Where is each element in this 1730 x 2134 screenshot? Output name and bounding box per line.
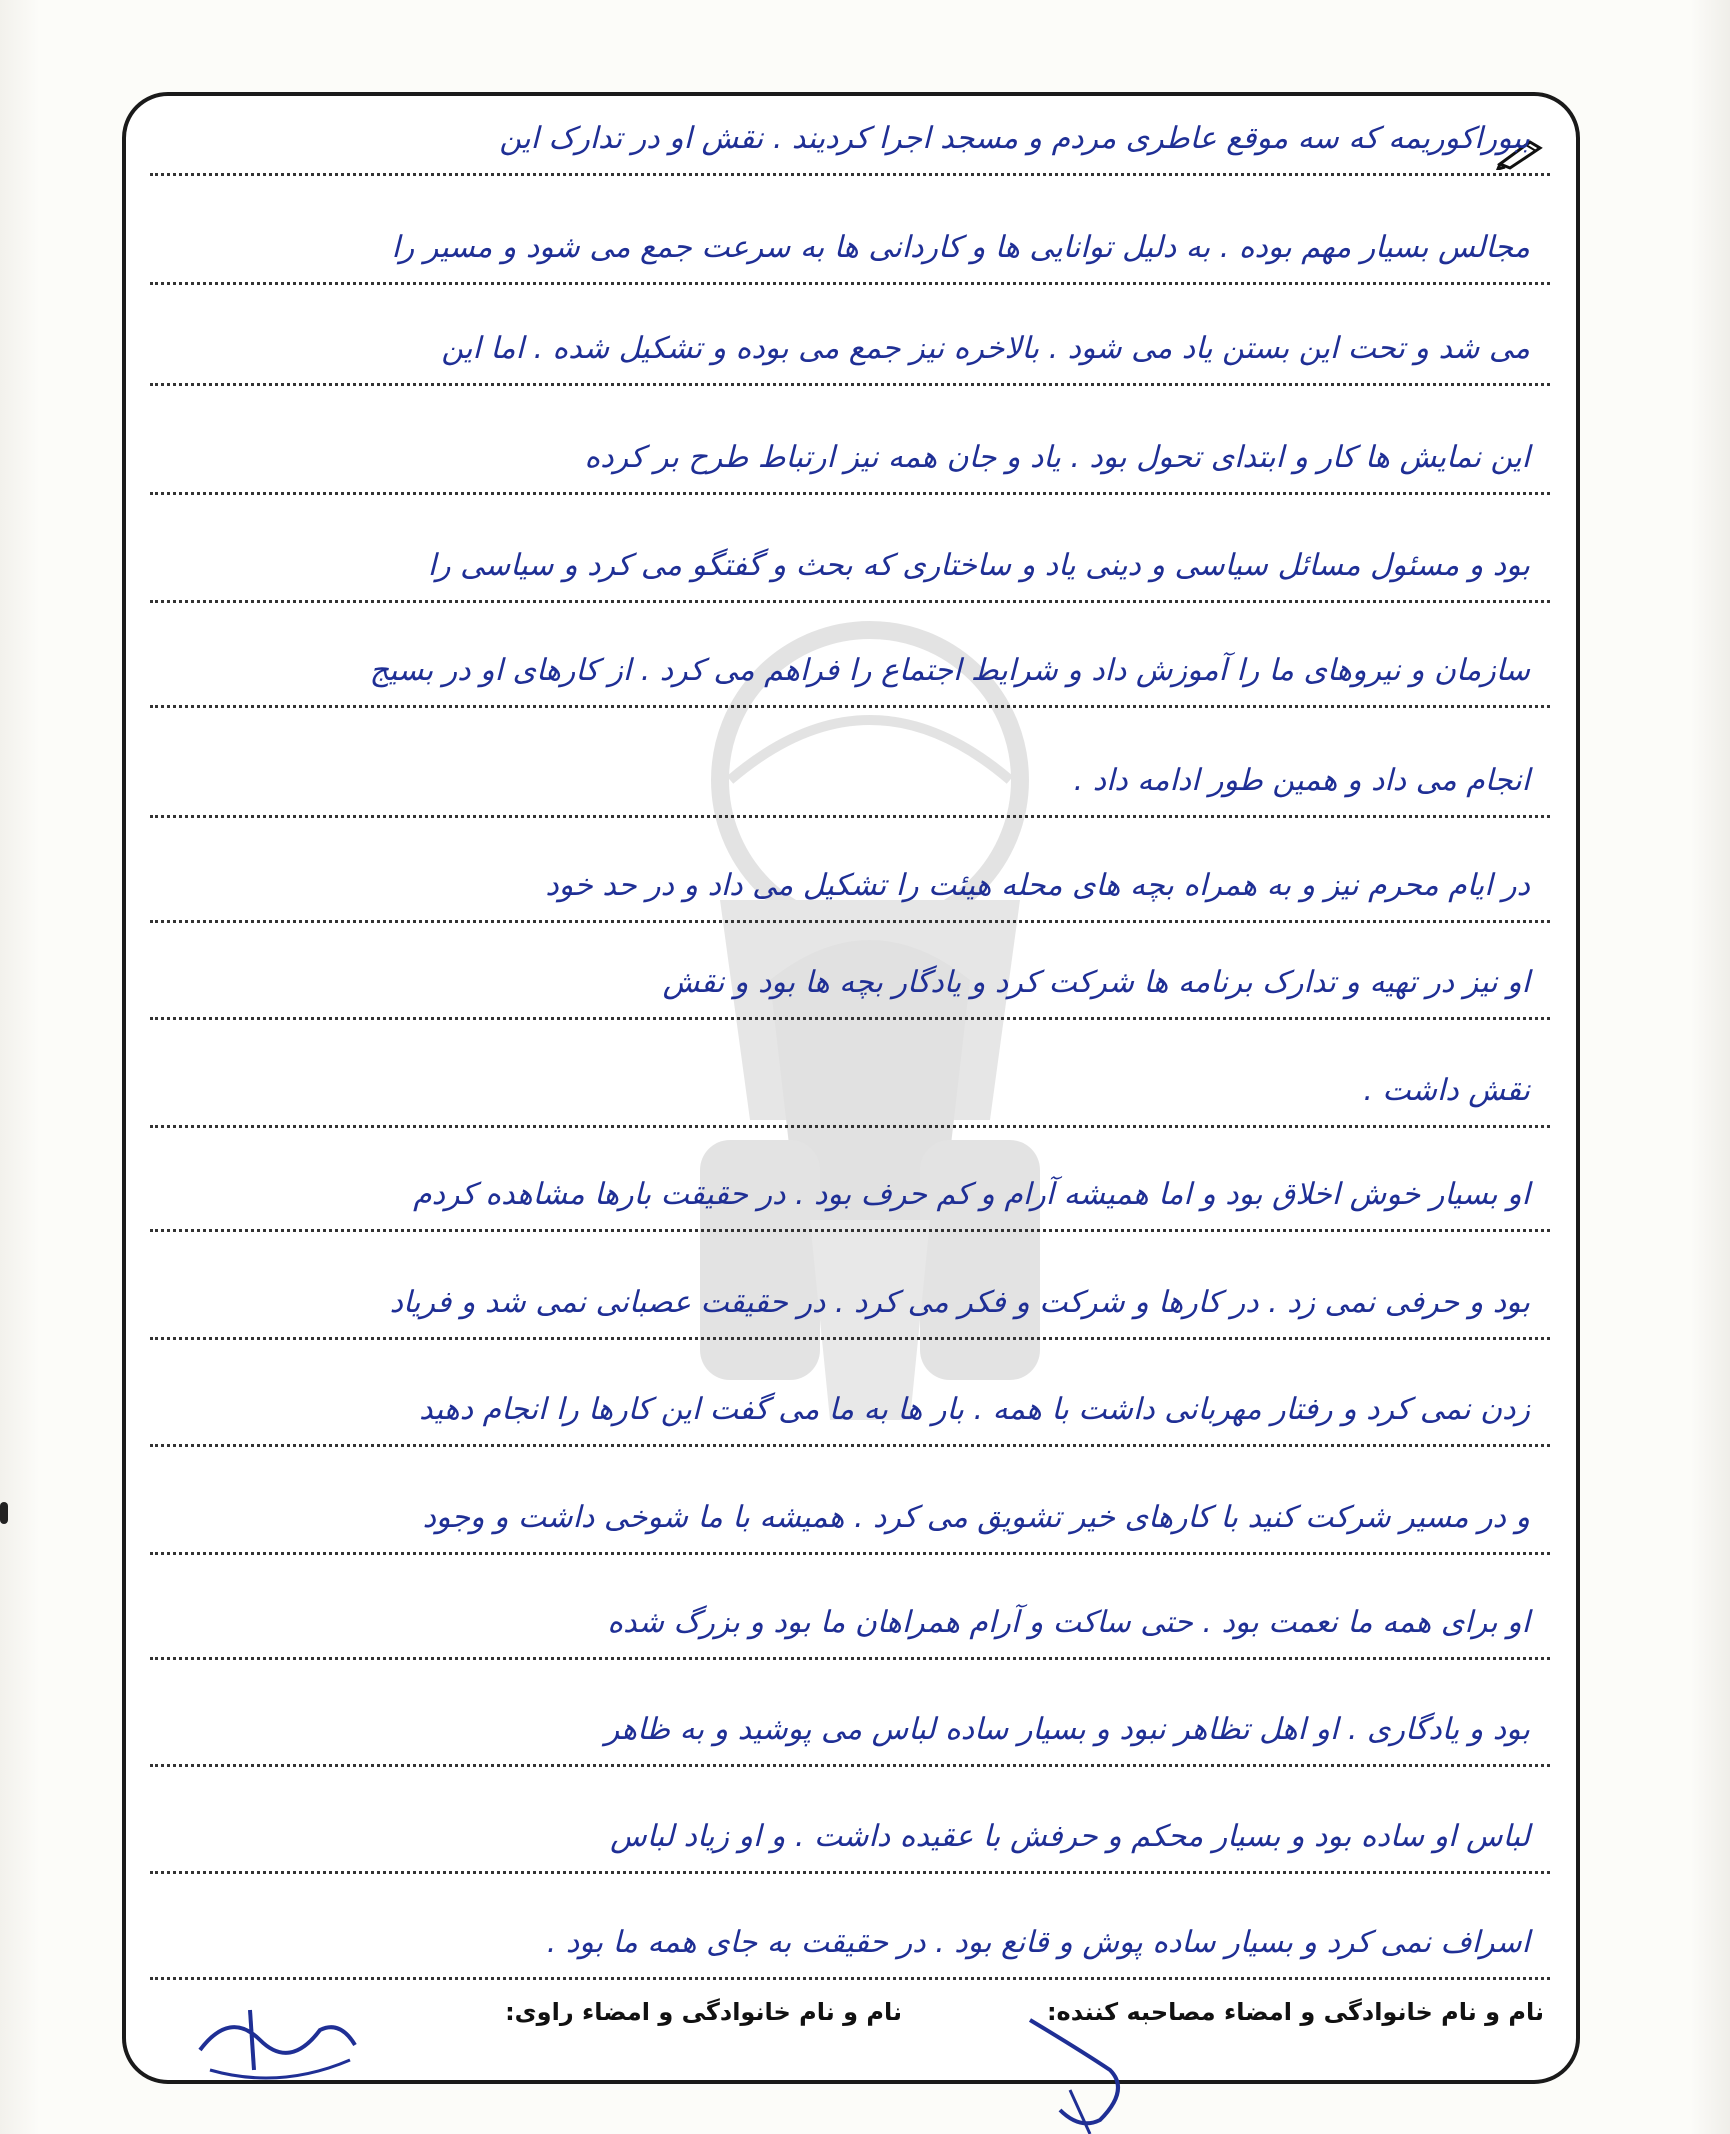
handwritten-line: و در مسیر شرکت کنید با کارهای خیر تشویق می کرد . همیشه با ما شوخی داشت و وجود — [150, 1485, 1550, 1555]
handwritten-line: زدن نمی کرد و رفتار مهربانی داشت با همه . بار ها به ما می گفت این کارها را انجام دهید — [150, 1377, 1550, 1447]
handwritten-line: در ایام محرم نیز و به همراه بچه های محله هیئت را تشکیل می داد و در حد خود — [150, 853, 1550, 923]
handwritten-line: بود و یادگاری . او اهل تظاهر نبود و بسیار ساده لباس می پوشید و به ظاهر — [150, 1697, 1550, 1767]
handwritten-line: بود و حرفی نمی زد . در کارها و شرکت و فکر می کرد . در حقیقت عصبانی نمی شد و فریاد — [150, 1270, 1550, 1340]
handwritten-line: لباس او ساده بود و بسیار محکم و حرفش با عقیده داشت . و او زیاد لباس — [150, 1804, 1550, 1874]
narrator-signature — [190, 1990, 370, 2100]
handwritten-line: سازمان و نیروهای ما را آموزش داد و شرایط اجتماع را فراهم می کرد . از کارهای او در بسیج — [150, 638, 1550, 708]
handwritten-line: مجالس بسیار مهم بوده . به دلیل توانایی ها و کاردانی ها به سرعت جمع می شود و مسیر را — [150, 215, 1550, 285]
handwritten-line: ببوراکوریمه که سه موقع عاطری مردم و مسجد اجرا کردیند . نقش او در تدارک این — [150, 106, 1550, 176]
handwritten-line: انجام می داد و همین طور ادامه داد . — [150, 748, 1550, 818]
handwritten-line: بود و مسئول مسائل سیاسی و دینی یاد و ساختاری که بحث و گفتگو می کرد و سیاسی را — [150, 533, 1550, 603]
handwritten-line: می شد و تحت این بستن یاد می شود . بالاخره نیز جمع می بوده و تشکیل شده . اما این — [150, 316, 1550, 386]
interviewer-signature-label: نام و نام خانوادگی و امضاء مصاحبه کننده: — [1046, 1998, 1544, 2026]
handwritten-line: این نمایش ها کار و ابتدای تحول بود . یاد و جان همه نیز ارتباط طرح بر کرده — [150, 425, 1550, 495]
handwritten-line: او بسیار خوش اخلاق بود و اما همیشه آرام و کم حرف بود . در حقیقت بارها مشاهده کردم — [150, 1162, 1550, 1232]
handwritten-line: اسراف نمی کرد و بسیار ساده پوش و قانع بود . در حقیقت به جای همه ما بود . — [150, 1910, 1550, 1980]
handwritten-line: نقش داشت . — [150, 1058, 1550, 1128]
interviewer-signature — [1000, 2010, 1160, 2134]
handwritten-line: او برای همه ما نعمت بود . حتی ساکت و آرام همراهان ما بود و بزرگ شده — [150, 1590, 1550, 1660]
narrator-signature-label: نام و نام خانوادگی و امضاء راوی: — [505, 1998, 902, 2026]
handwritten-line: او نیز در تهیه و تدارک برنامه ها شرکت کرد و یادگار بچه ها بود و نقش — [150, 950, 1550, 1020]
